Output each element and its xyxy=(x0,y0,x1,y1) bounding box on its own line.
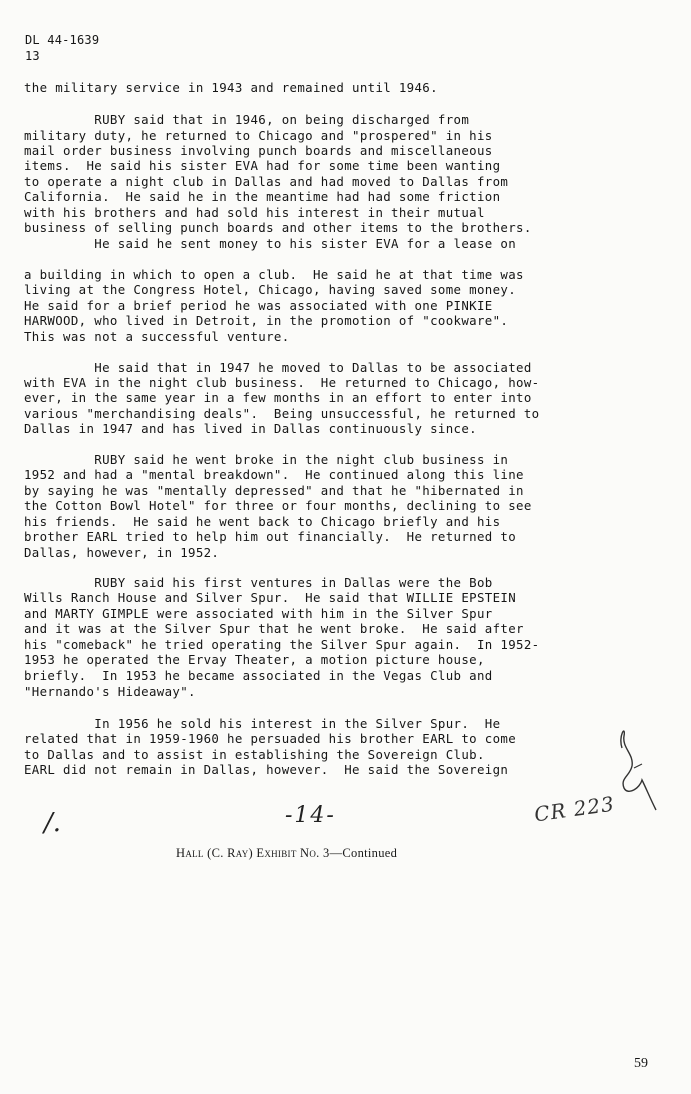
body-line: He said he sent money to his sister EVA for a lease on xyxy=(24,236,517,251)
body-line: Dallas, however, in 1952. xyxy=(24,545,220,560)
body-line: the military service in 1943 and remained until 1946. xyxy=(24,80,438,95)
body-line: 1952 and had a "mental breakdown". He continued along this line xyxy=(24,467,524,482)
body-line: his "comeback" he tried operating the Silver Spur again. In 1952- xyxy=(24,637,540,652)
body-line: business of selling punch boards and other items to the brothers. xyxy=(24,220,532,235)
exhibit-caption xyxy=(176,846,516,861)
body-line: briefly. In 1953 he became associated in the Vegas Club and xyxy=(24,668,493,683)
body-line: to operate a night club in Dallas and had moved to Dallas from xyxy=(24,174,509,189)
body-line: HARWOOD, who lived in Detroit, in the promotion of "cookware". xyxy=(24,313,509,328)
body-line: various "merchandising deals". Being unsuccessful, he returned to xyxy=(24,406,540,421)
body-line: brother EARL tried to help him out financially. He returned to xyxy=(24,529,517,544)
body-line: to Dallas and to assist in establishing the Sovereign Club. xyxy=(24,747,485,762)
body-line: He said for a brief period he was associated with one PINKIE xyxy=(24,298,493,313)
handwritten-squiggle-icon xyxy=(612,718,662,818)
body-line: 1953 he operated the Ervay Theater, a motion picture house, xyxy=(24,652,485,667)
folio-number: 59 xyxy=(634,1056,648,1071)
exhibit-name: Hall (C. Ray) Exhibit No. 3 xyxy=(176,846,330,860)
body-line: He said that in 1947 he moved to Dallas to be associated xyxy=(24,360,532,375)
body-line: EARL did not remain in Dallas, however. He said the Sovereign xyxy=(24,762,509,777)
page-marker: -14- xyxy=(285,803,336,828)
body-line: living at the Congress Hotel, Chicago, having saved some money. xyxy=(24,282,517,297)
body-line: In 1956 he sold his interest in the Silver Spur. He xyxy=(24,716,501,731)
body-line: Dallas in 1947 and has lived in Dallas continuously since. xyxy=(24,421,477,436)
body-line: by saying he was "mentally depressed" and that he "hibernated in xyxy=(24,483,524,498)
body-line: military duty, he returned to Chicago and "prospered" in his xyxy=(24,128,493,143)
handwritten-mark: /. xyxy=(44,808,62,838)
body-line: This was not a successful venture. xyxy=(24,329,290,344)
body-line: and it was at the Silver Spur that he went broke. He said after xyxy=(24,621,524,636)
body-line: mail order business involving punch boards and miscellaneous xyxy=(24,143,493,158)
exhibit-suffix: —Continued xyxy=(329,846,398,860)
body-line: "Hernando's Hideaway". xyxy=(24,684,196,699)
body-line: California. He said he in the meantime had had some friction xyxy=(24,189,501,204)
body-line: a building in which to open a club. He said he at that time was xyxy=(24,267,524,282)
body-line: items. He said his sister EVA had for some time been wanting xyxy=(24,158,501,173)
handwritten-note: CR 223 xyxy=(532,791,617,827)
body-line: and MARTY GIMPLE were associated with him in the Silver Spur xyxy=(24,606,493,621)
body-line: RUBY said his first ventures in Dallas were the Bob xyxy=(24,575,493,590)
body-line: Wills Ranch House and Silver Spur. He said that WILLIE EPSTEIN xyxy=(24,590,517,605)
body-line: with his brothers and had sold his interest in their mutual xyxy=(24,205,485,220)
page-number-typed: 13 xyxy=(25,49,40,63)
body-line: the Cotton Bowl Hotel" for three or four months, declining to see xyxy=(24,498,532,513)
body-line: with EVA in the night club business. He returned to Chicago, how- xyxy=(24,375,540,390)
body-line: RUBY said that in 1946, on being discharged from xyxy=(24,112,470,127)
body-line: ever, in the same year in a few months in an effort to enter into xyxy=(24,390,532,405)
file-number: DL 44-1639 xyxy=(25,33,100,47)
body-line: his friends. He said he went back to Chicago briefly and his xyxy=(24,514,501,529)
body-line: related that in 1959-1960 he persuaded his brother EARL to come xyxy=(24,731,517,746)
body-line: RUBY said he went broke in the night club business in xyxy=(24,452,509,467)
